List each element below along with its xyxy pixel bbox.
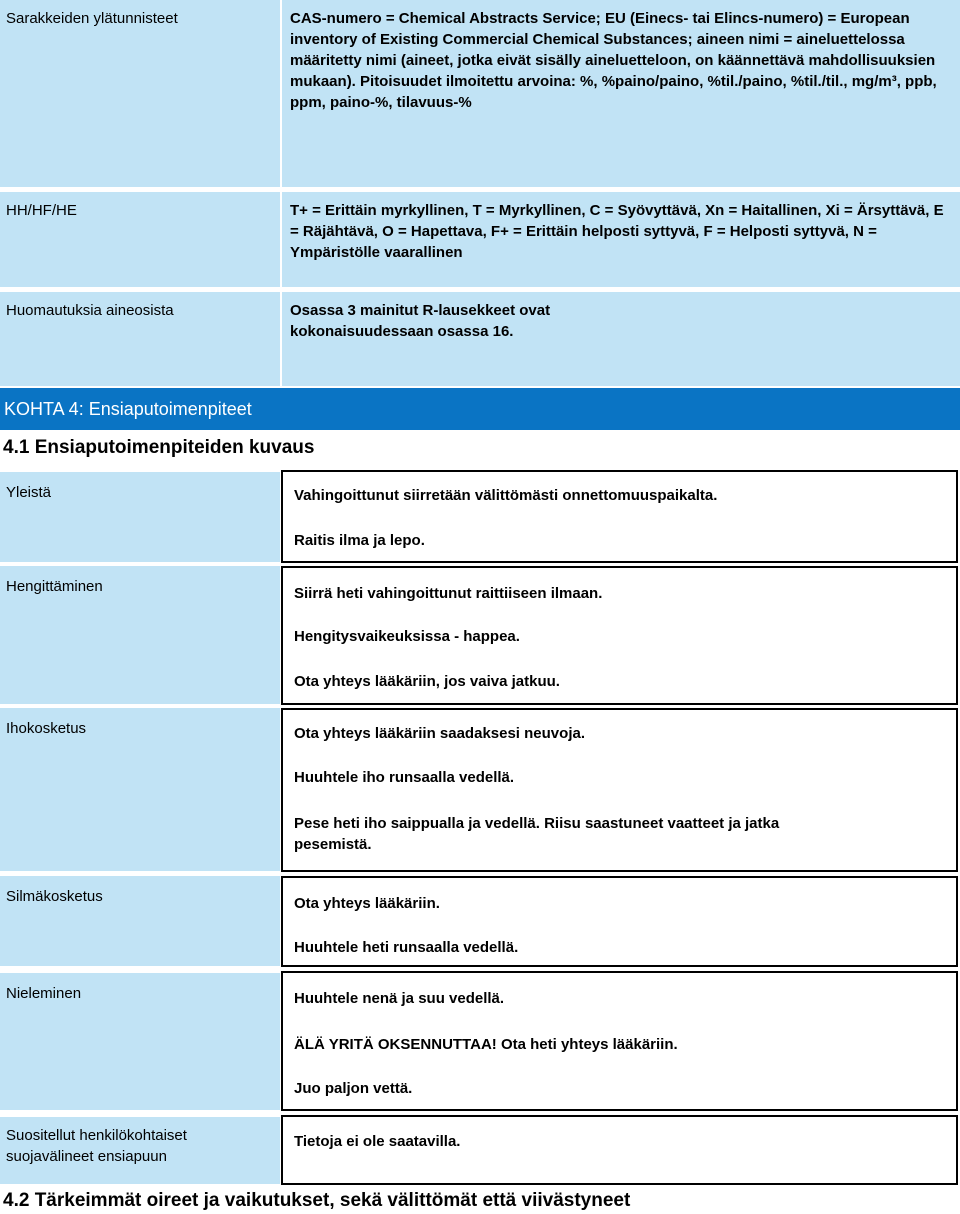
- first-aid-text: Huuhtele heti runsaalla vedellä.: [294, 939, 519, 956]
- section-4-title-bar: [0, 388, 960, 430]
- first-aid-text: Ota yhteys lääkäriin, jos vaiva jatkuu.: [294, 673, 560, 690]
- row-label: Sarakkeiden ylätunnisteet: [6, 10, 178, 27]
- first-aid-label-general: Yleistä: [0, 472, 280, 562]
- subsection-4-1-title: 4.1 Ensiaputoimenpiteiden kuvaus: [3, 437, 315, 458]
- first-aid-text: Ota yhteys lääkäriin.: [294, 895, 440, 912]
- first-aid-label-ingestion: Nieleminen: [0, 973, 280, 1110]
- first-aid-text: ÄLÄ YRITÄ OKSENNUTTAA! Ota heti yhteys lääkäriin.: [294, 1036, 678, 1053]
- first-aid-text: Ota yhteys lääkäriin saadaksesi neuvoja.: [294, 725, 585, 742]
- row-value: T+ = Erittäin myrkyllinen, T = Myrkyllinen, C = Syövyttävä, Xn = Haitallinen, Xi = Ärsyttävä, E = Räjähtävä, O = Hapettava, F+ = Erittäin helposti syttyvä, F = Helposti syttyvä, N = Ympäristölle vaarallinen: [290, 202, 944, 261]
- row-hazard-value-cell: [282, 192, 960, 287]
- first-aid-label-eye: Silmäkosketus: [0, 876, 280, 966]
- first-aid-text: Huuhtele iho runsaalla vedellä.: [294, 769, 515, 786]
- first-aid-label-inhalation: Hengittäminen: [0, 566, 280, 704]
- row-headers-label-cell: [0, 0, 280, 187]
- row-label: HH/HF/HE: [6, 202, 77, 219]
- first-aid-text: Pese heti iho saippualla ja vedellä. Riisu saastuneet vaatteet ja jatka pesemistä.: [294, 815, 780, 853]
- first-aid-text: Vahingoittunut siirretään välittömästi onnettomuuspaikalta.: [294, 487, 718, 504]
- first-aid-label-skin: Ihokosketus: [0, 708, 280, 871]
- row-notes-label-cell: [0, 292, 280, 386]
- first-aid-label-ppe: Suositellut henkilökohtaiset suojavälineet ensiapuun: [0, 1117, 280, 1184]
- section-4-title: KOHTA 4: Ensiaputoimenpiteet: [4, 399, 252, 419]
- row-notes-value-cell: [282, 292, 960, 386]
- first-aid-text: Huuhtele nenä ja suu vedellä.: [294, 990, 505, 1007]
- subsection-4-2-title: 4.2 Tärkeimmät oireet ja vaikutukset, sekä välittömät että viivästyneet: [3, 1190, 631, 1211]
- first-aid-text: Raitis ilma ja lepo.: [294, 532, 425, 549]
- first-aid-text: Juo paljon vettä.: [294, 1080, 413, 1097]
- row-label: Huomautuksia aineosista: [6, 302, 174, 319]
- row-value: CAS-numero = Chemical Abstracts Service; EU (Einecs- tai Elincs-numero) = European inventory of Existing Commercial Chemical Substances; aineen nimi = aineluettelossa määritetty nimi (aineet, jotka eivät sisälly aineluetteloon, on käännettävä mahdollisuuksien mukaan). Pitoisuudet ilmoitettu arvoina: %, %paino/paino, %til./paino, %til./til., mg/m³, ppb, ppm, paino-%, tilavuus-%: [290, 10, 937, 111]
- first-aid-text: Tietoja ei ole saatavilla.: [294, 1133, 461, 1150]
- first-aid-text: Hengitysvaikeuksissa - happea.: [294, 628, 520, 645]
- row-headers-value-cell: [282, 0, 960, 187]
- first-aid-text: Siirrä heti vahingoittunut raittiiseen ilmaan.: [294, 585, 603, 602]
- row-value: Osassa 3 mainitut R-lausekkeet ovat kokonaisuudessaan osassa 16.: [290, 302, 551, 340]
- row-hazard-label-cell: [0, 192, 280, 287]
